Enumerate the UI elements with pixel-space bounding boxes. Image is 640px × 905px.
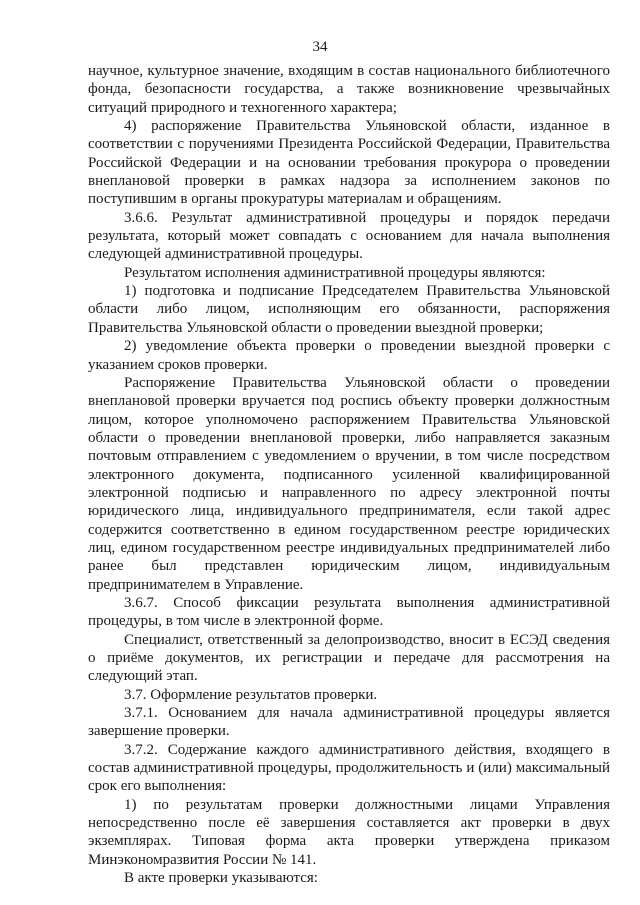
page-number: 34 [312,39,328,55]
paragraph-act-item-1: 1) по результатам проверки должностными лицами Управления непосредственно после её завершения составляется акт проверки в двух экземплярах. Типовая форма акта проверки утверждена приказом Минэкономразвития России № 141. [88,796,610,868]
paragraph-3-6-6: 3.6.6. Результат административной процедуры и порядок передачи результата, который может совпадать с основанием для начала выполнения следующей административной процедуры. [88,209,610,263]
paragraph-result-item-2: 2) уведомление объекта проверки о проведении выездной проверки с указанием сроков проверки. [88,338,610,373]
paragraph-3-7: 3.7. Оформление результатов проверки. [124,686,378,703]
paragraph-3-6-7: 3.6.7. Способ фиксации результата выполнения административной процедуры, в том числе в электронной форме. [88,594,610,630]
paragraph-delivery: Распоряжение Правительства Ульяновской области о проведении внеплановой проверки вручается под роспись объекту проверки должностным лицом, которое уполномочено распоряжением Правительства Ульяновской области о проведении внеплановой проверки, либо направляется заказным почтовым отправлением с уведомлением о вручении, в том числе посредством электронного документа, подписанного усиленной квалифицированной электронной подписью и направленного по адресу электронной почты юридического лица, индивидуального предпринимателя, если такой адрес содержится соответственно в едином государственном реестре юридических лиц, едином государственном реестре индивидуальных предпринимателей либо ранее был представлен юридическим лицом, индивидуальным предпринимателем в Управление. [88,374,610,593]
document-body [88,62,610,887]
paragraph-result-item-1: 1) подготовка и подписание Председателем Правительства Ульяновской области либо лицом, исполняющим его обязанности, распоряжения Правительства Ульяновской области о проведении выездной проверки; [88,283,610,336]
paragraph-item-4: 4) распоряжение Правительства Ульяновской области, изданное в соответствии с поручениями Президента Российской Федерации, Правительства Российской Федерации и на основании требования прокурора о проведении внеплановой проверки в рамках надзора за исполнением законов по поступившим в органы прокуратуры материалам и обращениям. [88,118,610,208]
paragraph-act-contents: В акте проверки указываются: [124,870,318,887]
paragraph-specialist: Специалист, ответственный за делопроизводство, вносит в ЕСЭД сведения о приёме документов, их регистрации и передаче для рассмотрения на следующий этап. [88,631,610,685]
paragraph-continuation: научное, культурное значение, входящим в состав национального библиотечного фонда, безопасности государства, а также возникновение чрезвычайных ситуаций природного и техногенного характера; [88,63,610,116]
paragraph-results-intro: Результатом исполнения административной процедуры являются: [124,264,546,281]
paragraph-3-7-1: 3.7.1. Основанием для начала административной процедуры является завершение проверки. [88,705,610,740]
paragraph-3-7-2: 3.7.2. Содержание каждого административного действия, входящего в состав административной процедуры, продолжительность и (или) максимальный срок его выполнения: [88,741,610,795]
